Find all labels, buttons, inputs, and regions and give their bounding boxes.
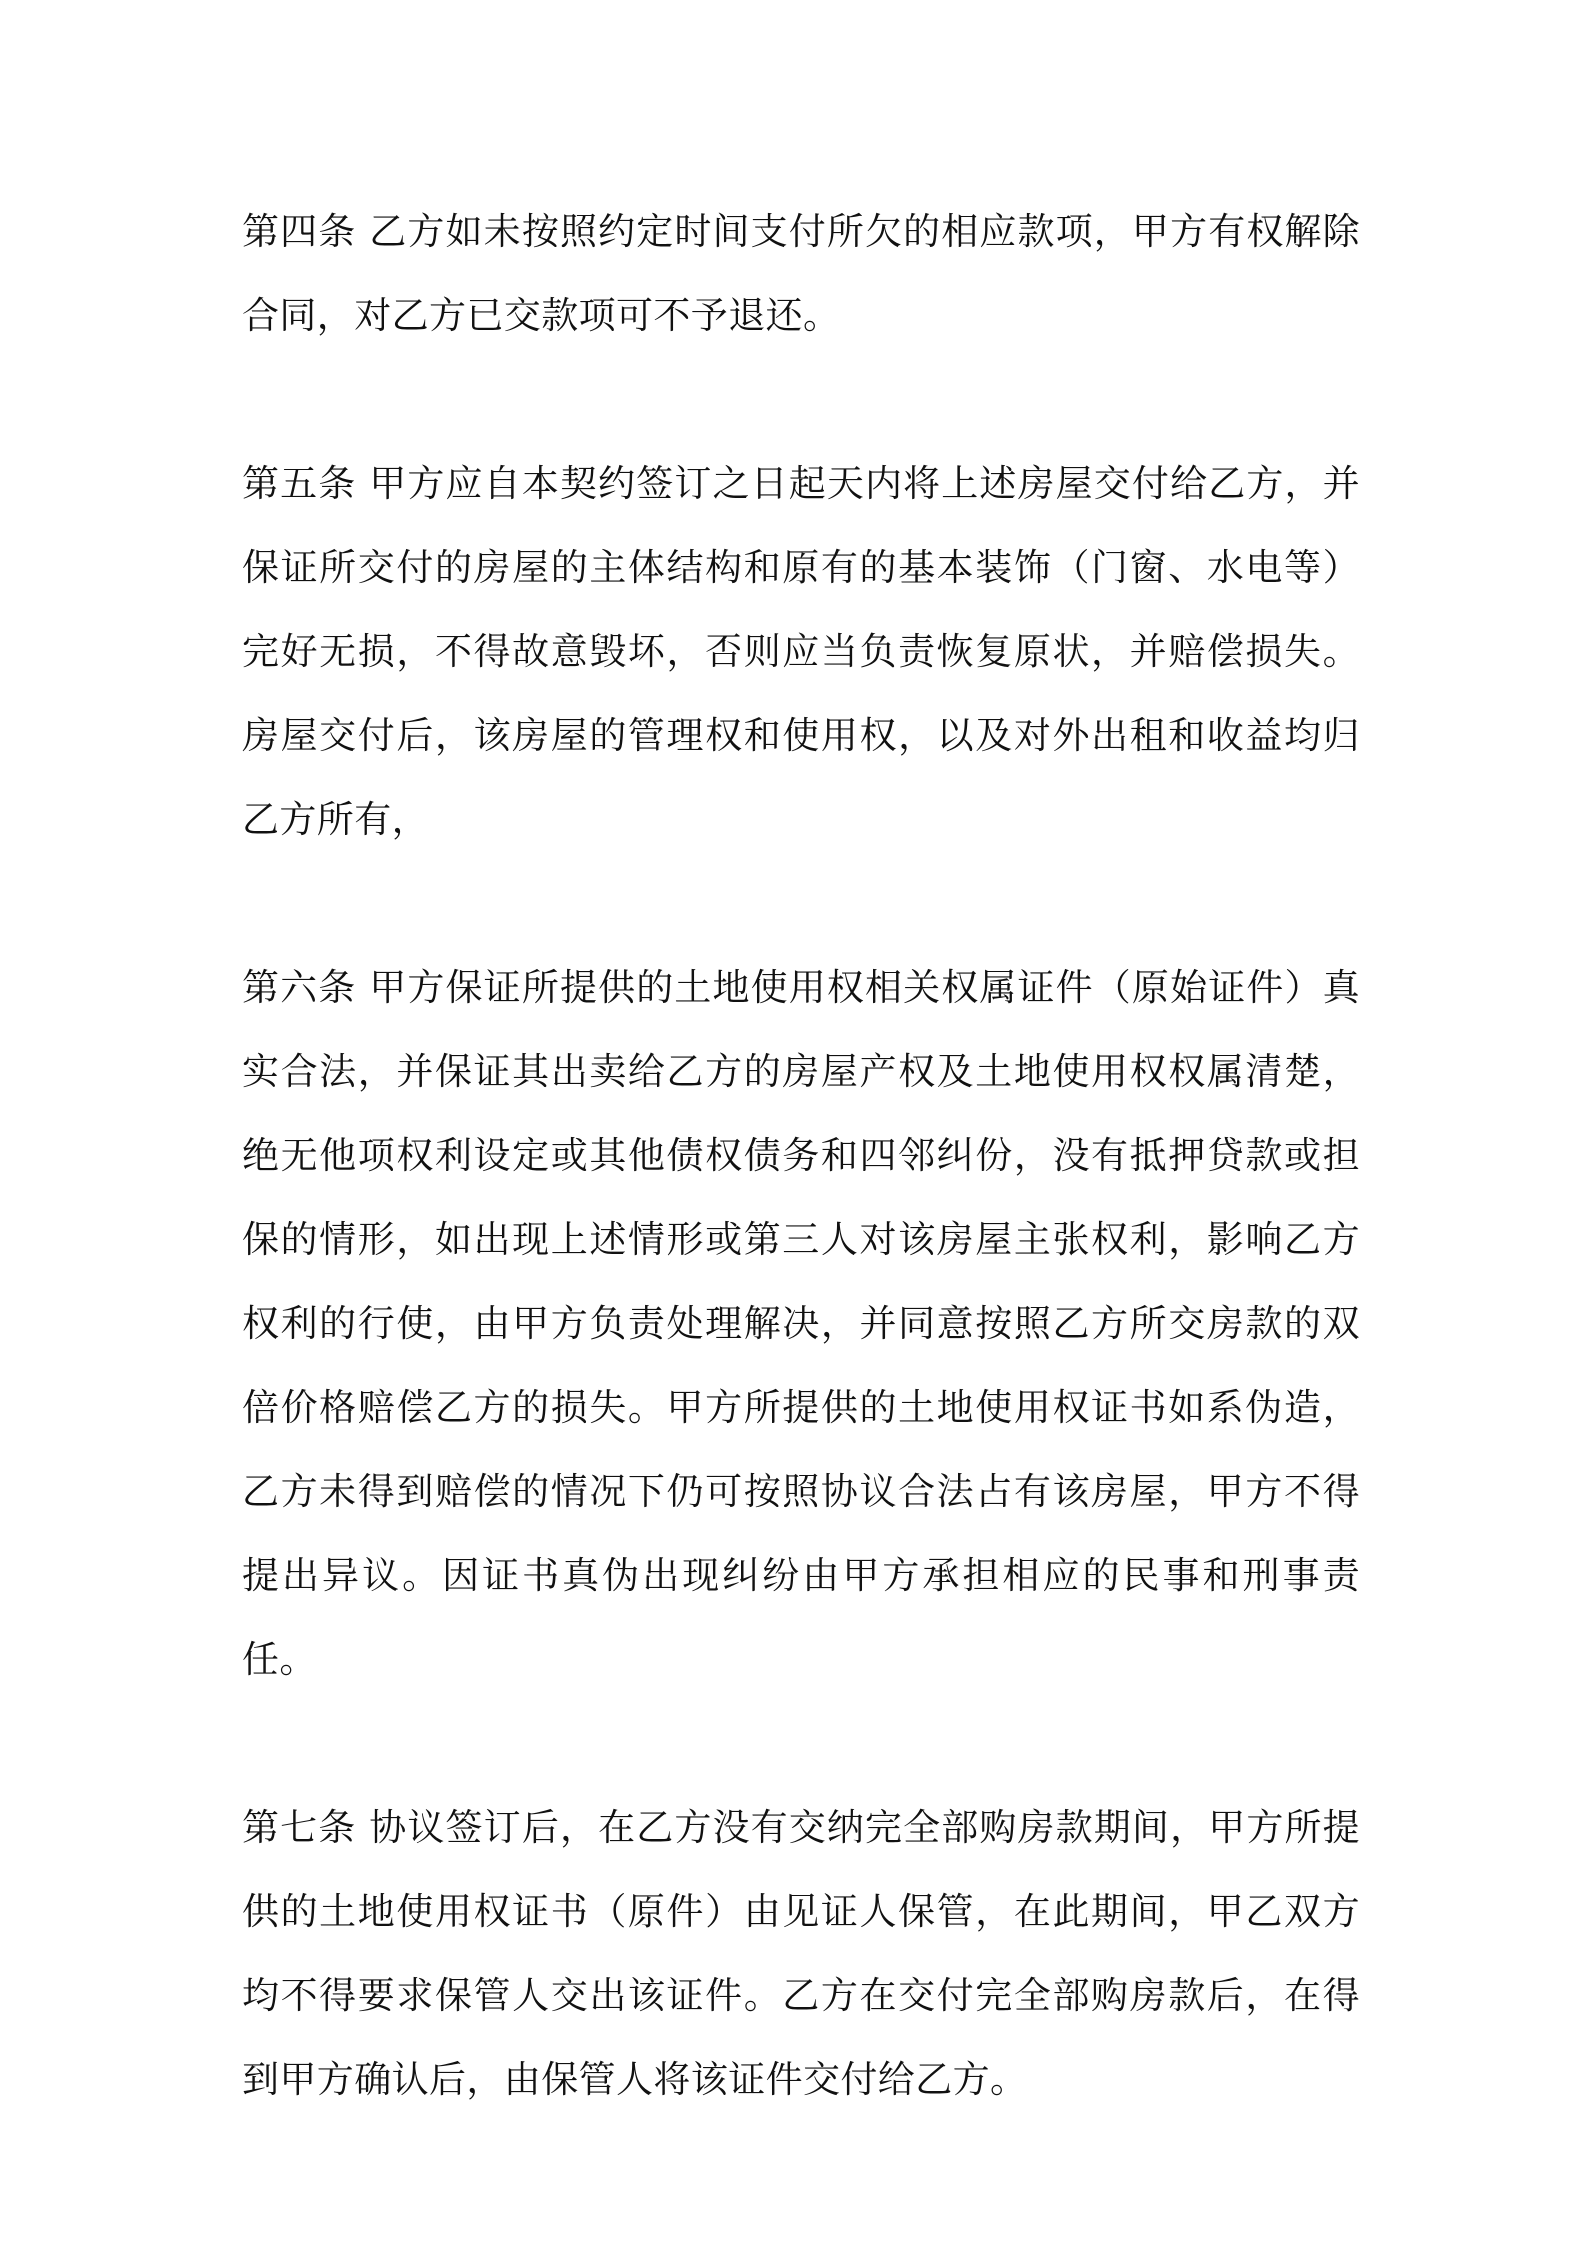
clause-6-paragraph: 第六条 甲方保证所提供的土地使用权相关权属证件（原始证件）真实合法，并保证其出卖给乙方的房屋产权及土地使用权权属清楚，绝无他项权利设定或其他债权债务和四邻纠份，没有抵押贷款或担保的情形，如出现上述情形或第三人对该房屋主张权利，影响乙方权利的行使，由甲方负责处理解决，并同意按照乙方所交房款的双倍价格赔偿乙方的损失。甲方所提供的土地使用权证书如系伪造，乙方未得到赔偿的情况下仍可按照协议合法占有该房屋，甲方不得提出异议。因证书真伪出现纠纷由甲方承担相应的民事和刑事责任。: [242, 966, 1360, 1681]
clause-5-paragraph: 第五条 甲方应自本契约签订之日起天内将上述房屋交付给乙方，并保证所交付的房屋的主体结构和原有的基本装饰（门窗、水电等）完好无损，不得故意毁坏，否则应当负责恢复原状，并赔偿损失。房屋交付后，该房屋的管理权和使用权，以及对外出租和收益均归乙方所有，: [242, 462, 1360, 841]
clause-7-paragraph: 第七条 协议签订后，在乙方没有交纳完全部购房款期间，甲方所提供的土地使用权证书（原件）由见证人保管，在此期间，甲乙双方均不得要求保管人交出该证件。乙方在交付完全部购房款后，在得到甲方确认后，由保管人将该证件交付给乙方。: [242, 1806, 1360, 2101]
document-body: [242, 190, 1360, 2122]
clause-4-paragraph: 第四条 乙方如未按照约定时间支付所欠的相应款项，甲方有权解除合同，对乙方已交款项可不予退还。: [242, 210, 1360, 337]
